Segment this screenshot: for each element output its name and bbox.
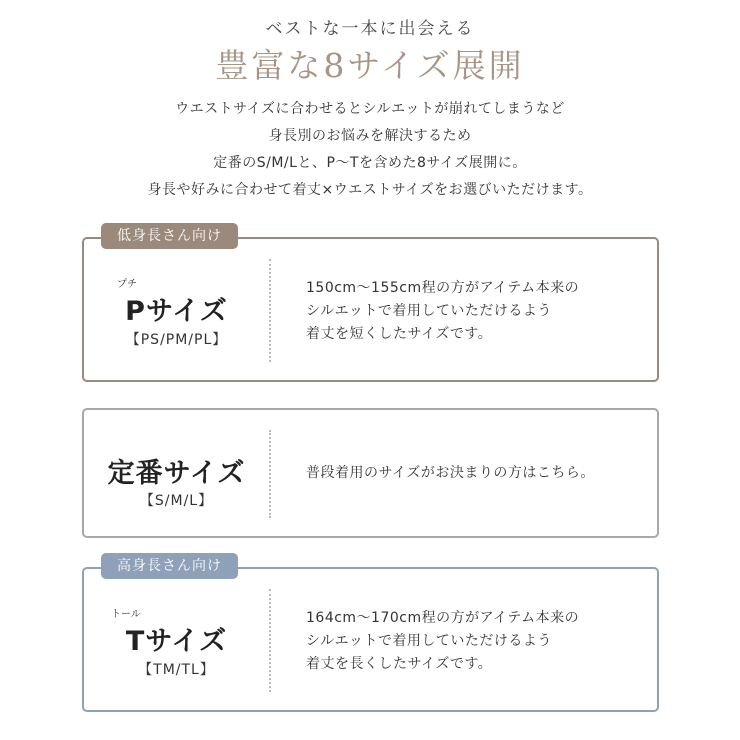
size-name: 定番サイズ [107, 458, 246, 489]
size-label-column [84, 410, 269, 536]
size-description [306, 607, 579, 676]
intro-text [0, 96, 740, 204]
size-description [306, 277, 579, 346]
page-title: 豊富な8サイズ展開 [215, 46, 525, 85]
description-line: 着丈を長くしたサイズです。 [306, 656, 493, 672]
description-line: 着丈を短くしたサイズです。 [306, 326, 493, 342]
size-codes: 【S/M/L】 [139, 493, 214, 509]
size-label-column [84, 569, 269, 710]
description-line: 150cm〜155cm程の方がアイテム本来の [306, 280, 580, 296]
size-codes: 【TM/TL】 [138, 662, 215, 678]
intro-line: 身長や好みに合わせて着丈×ウエストサイズをお選びいただけます。 [147, 182, 593, 198]
size-ruby: プチ [117, 279, 137, 290]
eyebrow-text: ベストな一本に出会える [265, 19, 475, 39]
dotted-divider [269, 259, 271, 362]
size-name: Pサイズ [125, 296, 228, 327]
size-ruby: トール [111, 609, 141, 620]
size-description [306, 462, 595, 485]
size-name: Tサイズ [125, 626, 228, 657]
short-height-tag: 低身長さん向け [101, 223, 238, 249]
standard-size-card [82, 408, 659, 538]
size-label-column [84, 239, 269, 380]
intro-line: 定番のS/M/Lと、P〜Tを含めた8サイズ展開に。 [213, 155, 527, 171]
description-line: 普段着用のサイズがお決まりの方はこちら。 [306, 465, 595, 481]
dotted-divider [269, 430, 271, 518]
tall-height-tag: 高身長さん向け [101, 553, 238, 579]
description-line: シルエットで着用していただけるよう [306, 633, 552, 649]
intro-line: ウエストサイズに合わせるとシルエットが崩れてしまうなど [175, 101, 565, 117]
intro-line: 身長別のお悩みを解決するため [268, 128, 472, 144]
description-line: 164cm〜170cm程の方がアイテム本来の [306, 610, 580, 626]
tall-size-card [82, 567, 659, 712]
petite-size-card [82, 237, 659, 382]
dotted-divider [269, 589, 271, 692]
description-line: シルエットで着用していただけるよう [306, 303, 552, 319]
size-codes: 【PS/PM/PL】 [125, 332, 228, 348]
